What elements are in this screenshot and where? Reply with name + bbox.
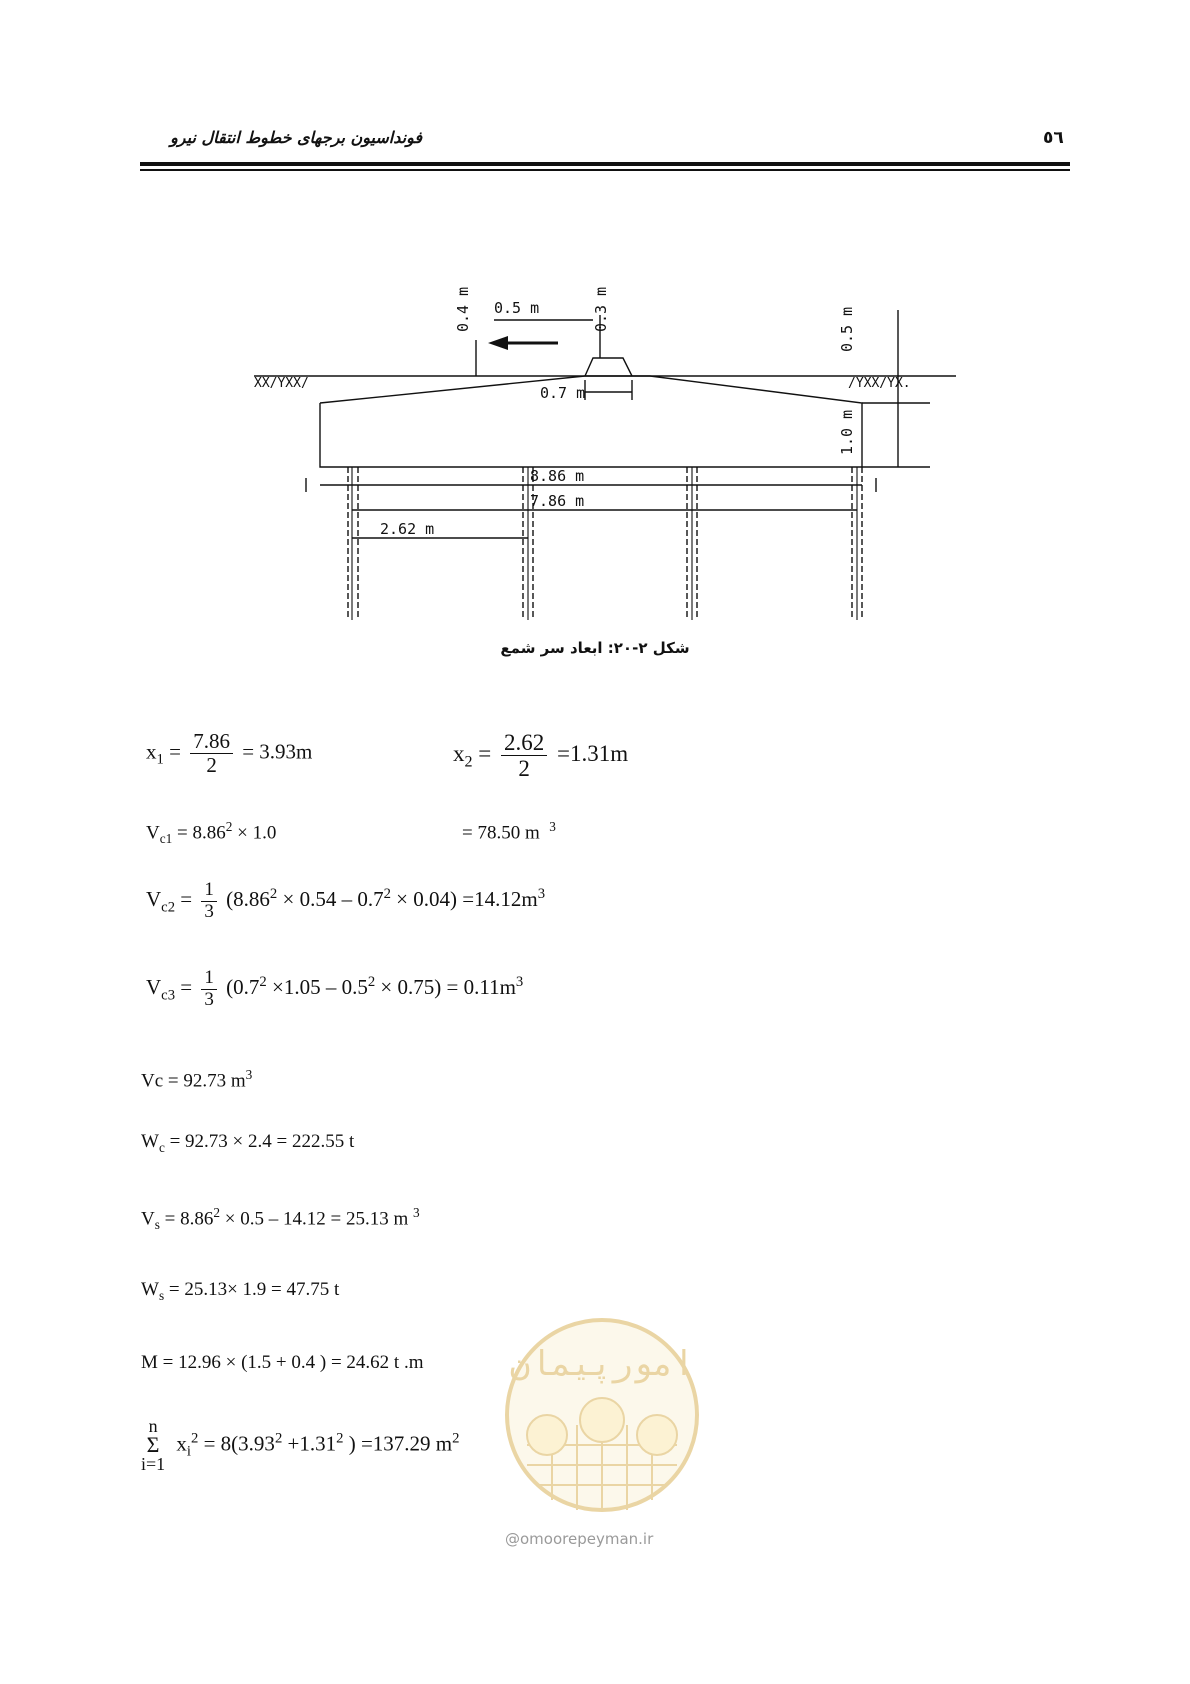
figure-caption: شکل ۲-۲۰: ابعاد سر شمع [500, 639, 690, 657]
eq-vs [141, 1205, 420, 1233]
direction-arrow [488, 336, 508, 350]
eq-wc [141, 1131, 354, 1156]
eq-vc3-sup-c: 3 [515, 974, 524, 991]
eq-x2-result: =1.31m [557, 741, 629, 767]
eq-ws-lhs: W [141, 1279, 159, 1300]
eq-vc-text: Vc = 92.73 m [141, 1070, 246, 1092]
eq-sum-sup-c: 2 [452, 1430, 460, 1447]
running-header-title: فونداسیون برجهای خطوط انتقال نیرو [170, 128, 422, 147]
eq-vs-text-a: = 8.86 [164, 1208, 214, 1230]
watermark-url: @omoorepeyman.ir [505, 1530, 654, 1548]
eq-ws-text: = 25.13× 1.9 = 47.75 t [168, 1279, 340, 1300]
eq-vs-text-b: × 0.5 – 14.12 = 25.13 m [224, 1208, 409, 1230]
eq-vc2: $V_{c2}$ = $\frac{1}{3}$ $(8.86^2 \times 0.54 - 0.7^2 \times 0.04) =14.12m^3$ [146, 879, 546, 922]
eq-vc3: $V_{c3}$ = $\frac{1}{3}$ $(0.7^2 \times 1.05 - 0.5^2 \times 0.75) = 0.11m^3$ [146, 967, 524, 1010]
eq-sum-sup-b: 2 [336, 1430, 344, 1447]
eq-vs-sup-a: 2 [213, 1205, 221, 1220]
eq-vc [141, 1067, 252, 1092]
summation-symbol [141, 1418, 165, 1473]
eq-vc3-sub: c3 [161, 987, 176, 1004]
eq-x2-den: 2 [518, 756, 530, 782]
eq-sum-expr-b: +1.31 [287, 1431, 337, 1456]
eq-x1-result: = 3.93m [242, 739, 313, 764]
eq-sum-sup: 2 [191, 1430, 199, 1447]
pile-cap-diagram [240, 270, 960, 620]
header-rule-thin [140, 169, 1070, 171]
eq-wc-sub: c [158, 1139, 165, 1155]
sum-top: n [148, 1416, 158, 1436]
eq-vs-lhs: V [141, 1208, 155, 1230]
eq-vc1-sub: c1 [159, 831, 173, 847]
eq-vc2-den: 3 [204, 900, 214, 922]
dim-label-05-left: 0.5 m [494, 299, 540, 317]
eq-vc1-result-sup: 3 [549, 819, 556, 834]
soil-hatch-right: /YXX/YX. [848, 376, 911, 391]
eq-vs-sub: s [154, 1217, 160, 1233]
eq-x1: $x_1$ = $\frac{7.86}{2}$ = 3.93m [146, 729, 313, 778]
eq-sum-sub: i [186, 1443, 191, 1460]
soil-hatch-left: XX/YXX/ [254, 376, 309, 391]
pile-cap-outline [320, 376, 862, 467]
eq-vc2-sup-b: 2 [383, 886, 391, 903]
eq-x1-den: 2 [206, 753, 217, 778]
eq-vc1-lhs: V [146, 822, 160, 844]
eq-vc2-sup-a: 2 [269, 886, 278, 903]
eq-x2-var: x [453, 741, 465, 767]
eq-vc2-num: 1 [201, 880, 217, 902]
eq-moment-text: M = 12.96 × (1.5 + 0.4 ) = 24.62 t .m [141, 1352, 424, 1373]
dim-label-10: 1.0 m [838, 409, 856, 455]
sum-sigma: Σ [146, 1432, 160, 1458]
watermark-logo [492, 1315, 712, 1515]
eq-vc2-expr-a: (8.86 [226, 887, 270, 912]
eq-x2-num: 2.62 [501, 730, 547, 756]
eq-x1-var: x [146, 739, 157, 764]
pedestal-outline [585, 358, 632, 376]
eq-vc3-sup-b: 2 [367, 974, 376, 991]
dim-label-04: 0.4 m [454, 286, 472, 332]
page-number: ٥٦ [1043, 128, 1064, 148]
eq-sum-var: x [176, 1431, 187, 1456]
eq-sum-sup-a: 2 [274, 1430, 283, 1447]
eq-vc1-expr: = 8.86 [177, 822, 226, 844]
eq-vc1-result-block [462, 819, 556, 844]
eq-vc3-expr-b: ×1.05 – 0.5 [271, 975, 368, 1000]
dim-label-786: 7.86 m [530, 492, 585, 510]
eq-vc3-sup-a: 2 [259, 974, 267, 991]
eq-sum [141, 1418, 459, 1473]
eq-vc1-result: = 78.50 m [462, 822, 540, 844]
eq-vc2-expr-c: × 0.04) =14.12m [396, 887, 538, 912]
eq-vc-sup: 3 [245, 1067, 253, 1082]
eq-vc3-den: 3 [204, 988, 214, 1010]
eq-x2: $x_2$ = $\frac{2.62}{2}$ =1.31m [453, 730, 629, 782]
eq-vc3-expr-c: × 0.75) = 0.11m [380, 975, 516, 1000]
eq-x2-sub: 2 [464, 753, 473, 771]
eq-vc3-num: 1 [201, 968, 217, 990]
eq-sum-expr-a: = 8(3.93 [203, 1431, 275, 1456]
eq-wc-text: = 92.73 × 2.4 = 222.55 t [169, 1131, 355, 1152]
dim-label-886: 8.86 m [530, 467, 585, 485]
eq-vc2-sub: c2 [161, 899, 176, 916]
eq-ws-sub: s [158, 1287, 165, 1303]
eq-vc1 [146, 819, 276, 847]
eq-wc-lhs: W [141, 1131, 159, 1152]
dim-label-03: 0.3 m [592, 286, 610, 332]
header-rule-thick [140, 162, 1070, 166]
dim-label-07: 0.7 m [540, 384, 586, 402]
eq-moment [141, 1352, 423, 1374]
eq-x1-num: 7.86 [190, 730, 233, 754]
eq-vc3-expr-a: (0.7 [226, 975, 260, 1000]
eq-x1-sub: 1 [156, 751, 164, 768]
eq-vc2-sup-c: 3 [537, 886, 546, 903]
dim-label-262: 2.62 m [380, 520, 435, 538]
eq-vc1-sup: 2 [225, 819, 233, 834]
piles [348, 467, 862, 620]
eq-vc2-expr-b: × 0.54 – 0.7 [282, 887, 384, 912]
dim-label-05-right: 0.5 m [838, 306, 856, 352]
eq-ws [141, 1279, 339, 1304]
eq-vs-sup-b: 3 [413, 1205, 420, 1220]
eq-vc1-rest: × 1.0 [237, 822, 277, 844]
watermark-logo-text: امورپیمان [509, 1344, 695, 1384]
eq-vc3-lhs: V [146, 975, 162, 1000]
eq-sum-expr-c: ) =137.29 m [348, 1431, 453, 1456]
sum-bottom: i=1 [141, 1453, 166, 1474]
eq-vc2-lhs: V [146, 887, 162, 912]
